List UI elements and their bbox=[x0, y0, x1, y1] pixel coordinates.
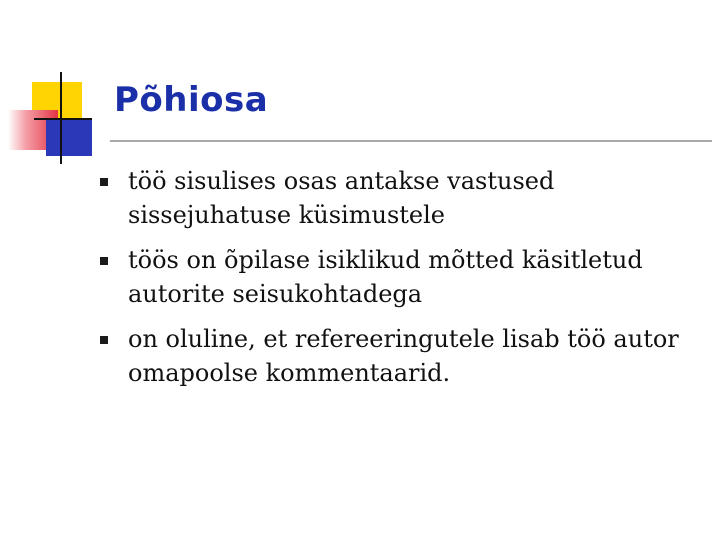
bullet-text: töö sisulises osas antakse vastused sissejuhatuse küsimustele bbox=[128, 167, 555, 229]
bullet-list bbox=[98, 164, 698, 401]
horizontal-line bbox=[34, 118, 92, 120]
blue-square bbox=[46, 120, 92, 156]
square-bullet-icon bbox=[100, 178, 108, 186]
bullet-item bbox=[98, 243, 698, 311]
square-bullet-icon bbox=[100, 336, 108, 344]
square-bullet-icon bbox=[100, 257, 108, 265]
bullet-text: on oluline, et refereeringutele lisab töö autor omapoolse kommentaarid. bbox=[128, 325, 679, 387]
bullet-item bbox=[98, 322, 698, 390]
bullet-text: töös on õpilase isiklikud mõtted käsitletud autorite seisukohtadega bbox=[128, 246, 643, 308]
title-underline bbox=[110, 140, 712, 142]
slide-title: Põhiosa bbox=[114, 80, 269, 120]
decorative-logo bbox=[0, 0, 110, 170]
bullet-item bbox=[98, 164, 698, 232]
